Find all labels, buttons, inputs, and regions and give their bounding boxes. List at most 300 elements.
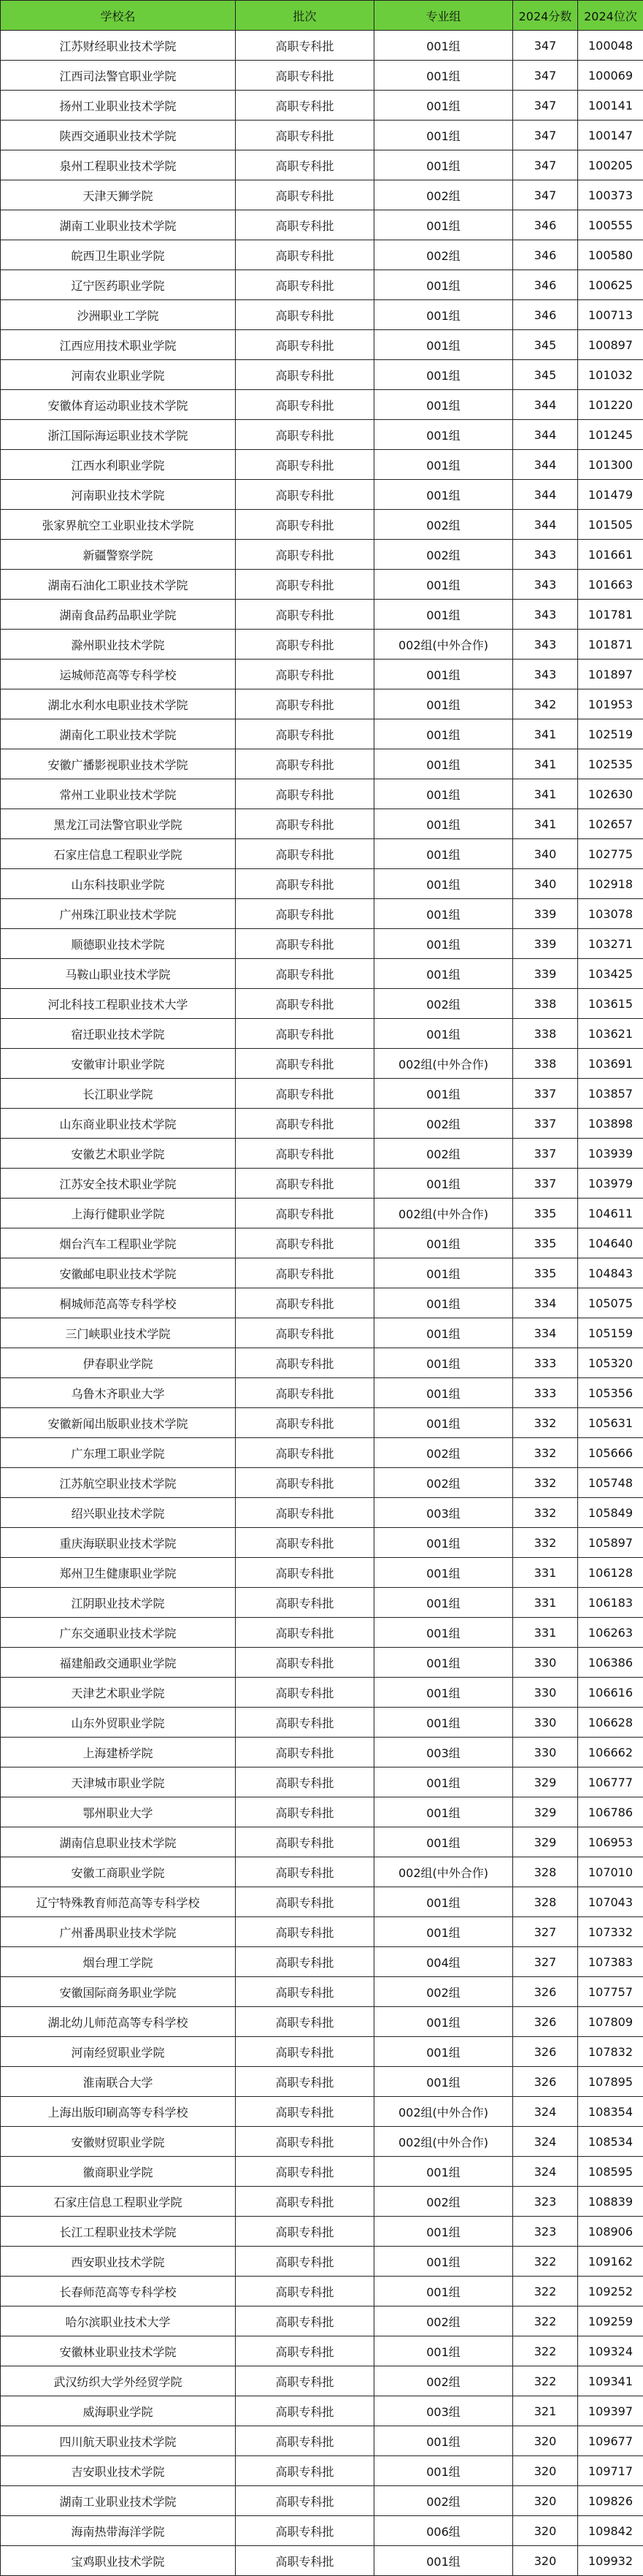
school-name-cell: 泉州工程职业技术学院 xyxy=(1,150,236,180)
school-name-cell: 徽商职业学院 xyxy=(1,2157,236,2187)
major-group-cell: 001组 xyxy=(374,929,513,959)
batch-cell: 高职专科批 xyxy=(236,2127,374,2157)
table-row xyxy=(1,1977,643,2007)
table-row xyxy=(1,749,643,779)
table-row xyxy=(1,779,643,809)
rank-cell: 101661 xyxy=(578,540,643,570)
rank-cell: 107010 xyxy=(578,1857,643,1887)
rank-cell: 103979 xyxy=(578,1169,643,1199)
school-name-cell: 新疆警察学院 xyxy=(1,540,236,570)
school-name-cell: 扬州工业职业技术学院 xyxy=(1,91,236,121)
school-name-cell: 河北科技工程职业技术大学 xyxy=(1,989,236,1019)
score-cell: 342 xyxy=(513,689,578,719)
school-name-cell: 滁州职业技术学院 xyxy=(1,630,236,660)
score-cell: 340 xyxy=(513,839,578,869)
major-group-cell: 002组 xyxy=(374,1468,513,1498)
school-name-cell: 长江职业学院 xyxy=(1,1079,236,1109)
score-cell: 339 xyxy=(513,899,578,929)
school-name-cell: 湖北水利水电职业技术学院 xyxy=(1,689,236,719)
major-group-cell: 001组 xyxy=(374,1708,513,1738)
table-row xyxy=(1,929,643,959)
score-cell: 324 xyxy=(513,2127,578,2157)
rank-cell: 101505 xyxy=(578,510,643,540)
batch-cell: 高职专科批 xyxy=(236,2396,374,2426)
batch-cell: 高职专科批 xyxy=(236,2157,374,2187)
major-group-cell: 001组 xyxy=(374,1378,513,1408)
table-row xyxy=(1,1169,643,1199)
major-group-cell: 001组 xyxy=(374,300,513,330)
school-name-cell: 安徽国际商务职业学院 xyxy=(1,1977,236,2007)
rank-cell: 103898 xyxy=(578,1109,643,1139)
batch-cell: 高职专科批 xyxy=(236,1528,374,1558)
table-row xyxy=(1,660,643,689)
table-row xyxy=(1,899,643,929)
rank-cell: 108595 xyxy=(578,2157,643,2187)
rank-cell: 106183 xyxy=(578,1588,643,1618)
score-cell: 332 xyxy=(513,1528,578,1558)
major-group-cell: 001组 xyxy=(374,150,513,180)
table-row xyxy=(1,480,643,510)
major-group-cell: 001组 xyxy=(374,1228,513,1258)
table-row xyxy=(1,1019,643,1049)
school-name-cell: 乌鲁木齐职业大学 xyxy=(1,1378,236,1408)
score-cell: 344 xyxy=(513,450,578,480)
school-name-cell: 湖南石油化工职业技术学院 xyxy=(1,570,236,600)
score-cell: 335 xyxy=(513,1258,578,1288)
rank-cell: 106953 xyxy=(578,1827,643,1857)
rank-cell: 103615 xyxy=(578,989,643,1019)
batch-cell: 高职专科批 xyxy=(236,660,374,689)
table-row xyxy=(1,2067,643,2097)
table-row xyxy=(1,1708,643,1738)
score-cell: 326 xyxy=(513,2067,578,2097)
table-row xyxy=(1,1438,643,1468)
score-cell: 332 xyxy=(513,1498,578,1528)
major-group-cell: 004组 xyxy=(374,1947,513,1977)
batch-cell: 高职专科批 xyxy=(236,31,374,61)
rank-cell: 109397 xyxy=(578,2396,643,2426)
major-group-cell: 002组 xyxy=(374,1109,513,1139)
major-group-cell: 001组 xyxy=(374,270,513,300)
batch-cell: 高职专科批 xyxy=(236,2277,374,2306)
rank-cell: 102657 xyxy=(578,809,643,839)
table-row xyxy=(1,1049,643,1079)
score-cell: 343 xyxy=(513,570,578,600)
score-cell: 323 xyxy=(513,2217,578,2247)
score-cell: 330 xyxy=(513,1678,578,1708)
major-group-cell: 001组 xyxy=(374,779,513,809)
score-cell: 320 xyxy=(513,2546,578,2576)
major-group-cell: 001组 xyxy=(374,360,513,390)
rank-cell: 105666 xyxy=(578,1438,643,1468)
major-group-cell: 002组 xyxy=(374,989,513,1019)
major-group-cell: 001组 xyxy=(374,91,513,121)
table-row xyxy=(1,2187,643,2217)
school-name-cell: 安徽审计职业学院 xyxy=(1,1049,236,1079)
score-cell: 331 xyxy=(513,1558,578,1588)
batch-cell: 高职专科批 xyxy=(236,1288,374,1318)
school-name-cell: 河南经贸职业学院 xyxy=(1,2037,236,2067)
rank-cell: 105075 xyxy=(578,1288,643,1318)
school-name-cell: 湖北幼儿师范高等专科学校 xyxy=(1,2007,236,2037)
major-group-cell: 001组 xyxy=(374,1558,513,1588)
school-name-cell: 烟台汽车工程职业学院 xyxy=(1,1228,236,1258)
rank-cell: 107383 xyxy=(578,1947,643,1977)
major-group-cell: 002组(中外合作) xyxy=(374,1199,513,1228)
batch-cell: 高职专科批 xyxy=(236,2366,374,2396)
school-name-cell: 广东交通职业技术学院 xyxy=(1,1618,236,1648)
rank-cell: 100373 xyxy=(578,180,643,210)
rank-cell: 109341 xyxy=(578,2366,643,2396)
batch-cell: 高职专科批 xyxy=(236,2247,374,2277)
major-group-cell: 002组(中外合作) xyxy=(374,630,513,660)
school-name-cell: 安徽体育运动职业技术学院 xyxy=(1,390,236,420)
table-row xyxy=(1,1917,643,1947)
batch-cell: 高职专科批 xyxy=(236,749,374,779)
table-row xyxy=(1,2426,643,2456)
major-group-cell: 001组 xyxy=(374,2247,513,2277)
rank-cell: 101871 xyxy=(578,630,643,660)
score-cell: 324 xyxy=(513,2157,578,2187)
rank-cell: 106616 xyxy=(578,1678,643,1708)
score-cell: 329 xyxy=(513,1797,578,1827)
batch-cell: 高职专科批 xyxy=(236,270,374,300)
batch-cell: 高职专科批 xyxy=(236,689,374,719)
table-row xyxy=(1,869,643,899)
batch-cell: 高职专科批 xyxy=(236,1139,374,1169)
batch-cell: 高职专科批 xyxy=(236,719,374,749)
school-name-cell: 烟台理工学院 xyxy=(1,1947,236,1977)
batch-cell: 高职专科批 xyxy=(236,1378,374,1408)
score-cell: 328 xyxy=(513,1887,578,1917)
table-row xyxy=(1,1079,643,1109)
school-name-cell: 河南农业职业学院 xyxy=(1,360,236,390)
school-name-cell: 江西司法警官职业学院 xyxy=(1,61,236,91)
score-cell: 333 xyxy=(513,1378,578,1408)
score-cell: 323 xyxy=(513,2187,578,2217)
table-row xyxy=(1,2097,643,2127)
major-group-cell: 002组 xyxy=(374,240,513,270)
batch-cell: 高职专科批 xyxy=(236,1169,374,1199)
major-group-cell: 001组 xyxy=(374,2217,513,2247)
score-cell: 333 xyxy=(513,1348,578,1378)
score-cell: 341 xyxy=(513,749,578,779)
school-name-cell: 广州番禺职业技术学院 xyxy=(1,1917,236,1947)
batch-cell: 高职专科批 xyxy=(236,929,374,959)
school-name-cell: 山东外贸职业学院 xyxy=(1,1708,236,1738)
school-name-cell: 江苏航空职业技术学院 xyxy=(1,1468,236,1498)
score-cell: 347 xyxy=(513,91,578,121)
score-cell: 332 xyxy=(513,1438,578,1468)
major-group-cell: 001组 xyxy=(374,959,513,989)
rank-cell: 102535 xyxy=(578,749,643,779)
school-name-cell: 湖南信息职业技术学院 xyxy=(1,1827,236,1857)
score-cell: 338 xyxy=(513,989,578,1019)
table-row xyxy=(1,1738,643,1767)
batch-cell: 高职专科批 xyxy=(236,210,374,240)
score-cell: 332 xyxy=(513,1408,578,1438)
batch-cell: 高职专科批 xyxy=(236,779,374,809)
school-name-cell: 长春师范高等专科学校 xyxy=(1,2277,236,2306)
batch-cell: 高职专科批 xyxy=(236,240,374,270)
table-row xyxy=(1,330,643,360)
major-group-cell: 001组 xyxy=(374,1678,513,1708)
score-cell: 345 xyxy=(513,360,578,390)
batch-cell: 高职专科批 xyxy=(236,839,374,869)
table-row xyxy=(1,2396,643,2426)
score-cell: 340 xyxy=(513,869,578,899)
batch-cell: 高职专科批 xyxy=(236,61,374,91)
school-name-cell: 上海行健职业学院 xyxy=(1,1199,236,1228)
batch-cell: 高职专科批 xyxy=(236,1827,374,1857)
major-group-cell: 002组 xyxy=(374,2486,513,2516)
major-group-cell: 003组 xyxy=(374,2396,513,2426)
major-group-cell: 001组 xyxy=(374,1348,513,1378)
table-row xyxy=(1,600,643,630)
major-group-cell: 001组 xyxy=(374,2007,513,2037)
header-row xyxy=(1,1,643,31)
batch-cell: 高职专科批 xyxy=(236,2306,374,2336)
batch-cell: 高职专科批 xyxy=(236,180,374,210)
rank-cell: 100205 xyxy=(578,150,643,180)
rank-cell: 103857 xyxy=(578,1079,643,1109)
school-name-cell: 黑龙江司法警官职业学院 xyxy=(1,809,236,839)
batch-cell: 高职专科批 xyxy=(236,1019,374,1049)
score-cell: 326 xyxy=(513,1977,578,2007)
score-cell: 330 xyxy=(513,1708,578,1738)
table-row xyxy=(1,839,643,869)
rank-cell: 100147 xyxy=(578,121,643,150)
batch-cell: 高职专科批 xyxy=(236,150,374,180)
rank-cell: 102775 xyxy=(578,839,643,869)
school-name-cell: 安徽工商职业学院 xyxy=(1,1857,236,1887)
major-group-cell: 001组 xyxy=(374,1767,513,1797)
batch-cell: 高职专科批 xyxy=(236,1558,374,1588)
score-cell: 322 xyxy=(513,2277,578,2306)
rank-cell: 102918 xyxy=(578,869,643,899)
major-group-cell: 001组 xyxy=(374,719,513,749)
score-cell: 337 xyxy=(513,1169,578,1199)
table-row xyxy=(1,570,643,600)
score-cell: 332 xyxy=(513,1468,578,1498)
major-group-cell: 001组 xyxy=(374,1318,513,1348)
rank-cell: 101953 xyxy=(578,689,643,719)
score-cell: 338 xyxy=(513,1019,578,1049)
batch-cell: 高职专科批 xyxy=(236,330,374,360)
school-name-cell: 广东理工职业学院 xyxy=(1,1438,236,1468)
school-name-cell: 安徽林业职业技术学院 xyxy=(1,2336,236,2366)
school-name-cell: 张家界航空工业职业技术学院 xyxy=(1,510,236,540)
batch-cell: 高职专科批 xyxy=(236,1438,374,1468)
table-row xyxy=(1,360,643,390)
score-cell: 344 xyxy=(513,480,578,510)
table-row xyxy=(1,1887,643,1917)
table-row xyxy=(1,1288,643,1318)
table-row xyxy=(1,1378,643,1408)
score-cell: 331 xyxy=(513,1618,578,1648)
table-row xyxy=(1,2127,643,2157)
table-row xyxy=(1,1797,643,1827)
major-group-cell: 001组 xyxy=(374,1019,513,1049)
rank-cell: 101220 xyxy=(578,390,643,420)
rank-cell: 106263 xyxy=(578,1618,643,1648)
major-group-cell: 001组 xyxy=(374,809,513,839)
school-name-cell: 上海出版印刷高等专科学校 xyxy=(1,2097,236,2127)
school-name-cell: 威海职业学院 xyxy=(1,2396,236,2426)
batch-cell: 高职专科批 xyxy=(236,2097,374,2127)
rank-cell: 108534 xyxy=(578,2127,643,2157)
table-row xyxy=(1,31,643,61)
table-row xyxy=(1,210,643,240)
table-row xyxy=(1,1348,643,1378)
score-cell: 337 xyxy=(513,1079,578,1109)
school-name-cell: 天津艺术职业学院 xyxy=(1,1678,236,1708)
rank-cell: 103939 xyxy=(578,1139,643,1169)
table-row xyxy=(1,959,643,989)
rank-cell: 103621 xyxy=(578,1019,643,1049)
score-cell: 344 xyxy=(513,390,578,420)
table-row xyxy=(1,1857,643,1887)
table-row xyxy=(1,2037,643,2067)
score-cell: 320 xyxy=(513,2456,578,2486)
rank-cell: 108354 xyxy=(578,2097,643,2127)
rank-cell: 103691 xyxy=(578,1049,643,1079)
school-name-cell: 四川航天职业技术学院 xyxy=(1,2426,236,2456)
batch-cell: 高职专科批 xyxy=(236,869,374,899)
rank-cell: 104640 xyxy=(578,1228,643,1258)
major-group-cell: 001组 xyxy=(374,869,513,899)
batch-cell: 高职专科批 xyxy=(236,121,374,150)
rank-cell: 106386 xyxy=(578,1648,643,1678)
header-major-group: 专业组 xyxy=(374,1,513,31)
table-row xyxy=(1,1258,643,1288)
table-row xyxy=(1,390,643,420)
table-row xyxy=(1,1618,643,1648)
table-row xyxy=(1,420,643,450)
table-row xyxy=(1,91,643,121)
batch-cell: 高职专科批 xyxy=(236,1228,374,1258)
table-row xyxy=(1,150,643,180)
rank-cell: 106786 xyxy=(578,1797,643,1827)
major-group-cell: 002组 xyxy=(374,540,513,570)
table-row xyxy=(1,2486,643,2516)
rank-cell: 100555 xyxy=(578,210,643,240)
school-name-cell: 江西水利职业学院 xyxy=(1,450,236,480)
batch-cell: 高职专科批 xyxy=(236,480,374,510)
school-name-cell: 沙洲职业工学院 xyxy=(1,300,236,330)
rank-cell: 105849 xyxy=(578,1498,643,1528)
batch-cell: 高职专科批 xyxy=(236,600,374,630)
table-row xyxy=(1,1528,643,1558)
table-row xyxy=(1,450,643,480)
score-cell: 337 xyxy=(513,1109,578,1139)
rank-cell: 101032 xyxy=(578,360,643,390)
batch-cell: 高职专科批 xyxy=(236,360,374,390)
score-cell: 345 xyxy=(513,330,578,360)
major-group-cell: 001组 xyxy=(374,1288,513,1318)
score-cell: 343 xyxy=(513,600,578,630)
major-group-cell: 001组 xyxy=(374,1258,513,1288)
major-group-cell: 001组 xyxy=(374,1079,513,1109)
score-cell: 334 xyxy=(513,1318,578,1348)
school-name-cell: 安徽广播影视职业技术学院 xyxy=(1,749,236,779)
table-row xyxy=(1,1558,643,1588)
major-group-cell: 002组 xyxy=(374,1977,513,2007)
major-group-cell: 001组 xyxy=(374,2336,513,2366)
rank-cell: 100141 xyxy=(578,91,643,121)
school-name-cell: 海南热带海洋学院 xyxy=(1,2516,236,2546)
score-cell: 347 xyxy=(513,31,578,61)
batch-cell: 高职专科批 xyxy=(236,2456,374,2486)
school-name-cell: 湖南工业职业技术学院 xyxy=(1,2486,236,2516)
school-name-cell: 吉安职业技术学院 xyxy=(1,2456,236,2486)
batch-cell: 高职专科批 xyxy=(236,2426,374,2456)
table-row xyxy=(1,989,643,1019)
score-cell: 341 xyxy=(513,809,578,839)
school-name-cell: 上海建桥学院 xyxy=(1,1738,236,1767)
score-cell: 341 xyxy=(513,719,578,749)
major-group-cell: 001组 xyxy=(374,2546,513,2576)
major-group-cell: 002组 xyxy=(374,2187,513,2217)
school-name-cell: 安徽艺术职业学院 xyxy=(1,1139,236,1169)
school-name-cell: 西安职业技术学院 xyxy=(1,2247,236,2277)
table-row xyxy=(1,2456,643,2486)
table-row xyxy=(1,689,643,719)
batch-cell: 高职专科批 xyxy=(236,1738,374,1767)
rank-cell: 101245 xyxy=(578,420,643,450)
major-group-cell: 001组 xyxy=(374,1169,513,1199)
rank-cell: 105159 xyxy=(578,1318,643,1348)
table-row xyxy=(1,1468,643,1498)
school-name-cell: 江苏财经职业技术学院 xyxy=(1,31,236,61)
table-row xyxy=(1,2336,643,2366)
score-cell: 329 xyxy=(513,1767,578,1797)
major-group-cell: 002组(中外合作) xyxy=(374,2097,513,2127)
school-name-cell: 福建船政交通职业学院 xyxy=(1,1648,236,1678)
rank-cell: 109826 xyxy=(578,2486,643,2516)
table-row xyxy=(1,2516,643,2546)
rank-cell: 109842 xyxy=(578,2516,643,2546)
rank-cell: 109259 xyxy=(578,2306,643,2336)
school-name-cell: 湖南工业职业技术学院 xyxy=(1,210,236,240)
score-cell: 346 xyxy=(513,210,578,240)
batch-cell: 高职专科批 xyxy=(236,1648,374,1678)
school-name-cell: 宿迁职业技术学院 xyxy=(1,1019,236,1049)
major-group-cell: 001组 xyxy=(374,390,513,420)
table-row xyxy=(1,1318,643,1348)
score-cell: 347 xyxy=(513,150,578,180)
batch-cell: 高职专科批 xyxy=(236,989,374,1019)
table-row xyxy=(1,2546,643,2576)
score-cell: 346 xyxy=(513,300,578,330)
major-group-cell: 001组 xyxy=(374,420,513,450)
major-group-cell: 001组 xyxy=(374,2037,513,2067)
major-group-cell: 001组 xyxy=(374,2277,513,2306)
rank-cell: 107043 xyxy=(578,1887,643,1917)
batch-cell: 高职专科批 xyxy=(236,540,374,570)
batch-cell: 高职专科批 xyxy=(236,1678,374,1708)
rank-cell: 105897 xyxy=(578,1528,643,1558)
score-cell: 335 xyxy=(513,1199,578,1228)
school-name-cell: 山东商业职业技术学院 xyxy=(1,1109,236,1139)
score-cell: 337 xyxy=(513,1139,578,1169)
batch-cell: 高职专科批 xyxy=(236,1318,374,1348)
rank-cell: 107895 xyxy=(578,2067,643,2097)
major-group-cell: 001组 xyxy=(374,121,513,150)
major-group-cell: 001组 xyxy=(374,2067,513,2097)
score-cell: 320 xyxy=(513,2516,578,2546)
batch-cell: 高职专科批 xyxy=(236,1917,374,1947)
